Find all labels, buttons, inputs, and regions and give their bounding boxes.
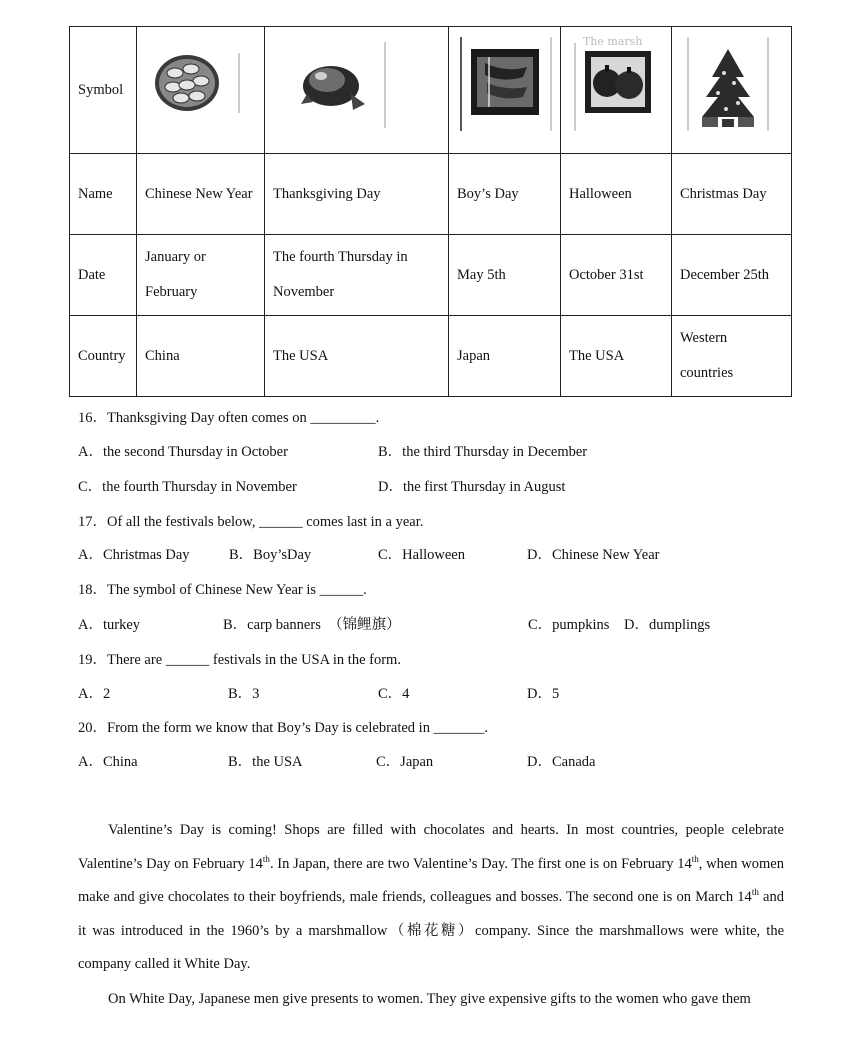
date-cell: January or February [137, 235, 265, 316]
option-17-a[interactable]: A．Christmas Day [78, 547, 190, 563]
symbol-row [70, 27, 792, 154]
option-19-c[interactable]: C．4 [378, 686, 410, 702]
country-cell: Western countries [672, 316, 792, 397]
question-18: 18．The symbol of Chinese New Year is ______. [78, 582, 367, 598]
date-cell: December 25th [672, 235, 792, 316]
row-header-date: Date [70, 235, 137, 316]
turkey-icon [287, 38, 427, 128]
row-header-symbol: Symbol [70, 27, 137, 154]
country-cell: The USA [265, 316, 449, 397]
question-20: 20．From the form we know that Boy’s Day is celebrated in _______. [78, 720, 488, 736]
option-18-a[interactable]: A．turkey [78, 617, 141, 633]
symbol-cell-christmas-tree [672, 27, 792, 154]
question-19: 19．There are ______ festivals in the USA in the form. [78, 652, 401, 668]
symbol-cell-carp-banner [449, 27, 561, 154]
option-20-c[interactable]: C．Japan [376, 754, 434, 770]
country-cell: China [137, 316, 265, 397]
date-cell: The fourth Thursday in November [265, 235, 449, 316]
option-16-a[interactable]: A．the second Thursday in October [78, 444, 288, 460]
question-16: 16．Thanksgiving Day often comes on _________. [78, 410, 380, 426]
option-20-d[interactable]: D．Canada [527, 754, 596, 770]
symbol-cell-pumpkins [561, 27, 672, 154]
option-17-d[interactable]: D．Chinese New Year [527, 547, 660, 563]
option-16-d[interactable]: D．the first Thursday in August [378, 479, 566, 495]
row-header-country: Country [70, 316, 137, 397]
option-20-b[interactable]: B．the USA [228, 754, 303, 770]
dumplings-icon [151, 43, 251, 123]
name-cell: Thanksgiving Day [265, 154, 449, 235]
name-cell: Chinese New Year [137, 154, 265, 235]
passage-paragraph-2: On White Day, Japanese men give presents to women. They give expensive gifts to the women who gave them [108, 991, 751, 1007]
option-16-b[interactable]: B．the third Thursday in December [378, 444, 588, 460]
country-row [70, 316, 792, 397]
svg-text:The marsh: The marsh [583, 35, 643, 48]
passage-paragraph-1: Valentine’s Day is coming! Shops are filled with chocolates and hearts. In most countries, people celebrate Valentine’s Day on February 14th. In Japan, there are two Valentine’s Day. The first one is on February 14th, when women make and give chocolates to their boyfriends, male friends, colleagues and bosses. The second one is on March 14th and it was introduced in the 1960’s by a marshmallow（棉花糖）company. Since the marshmallows were white, the company called it White Day. [78, 822, 784, 972]
symbol-cell-dumplings [137, 27, 265, 154]
date-row [70, 235, 792, 316]
row-header-name: Name [70, 154, 137, 235]
name-row [70, 154, 792, 235]
country-cell: The USA [561, 316, 672, 397]
pumpkins-icon [569, 33, 669, 133]
festival-table [69, 26, 792, 397]
option-19-b[interactable]: B．3 [228, 686, 260, 702]
option-19-a[interactable]: A．2 [78, 686, 111, 702]
date-cell: October 31st [561, 235, 672, 316]
option-20-a[interactable]: A．China [78, 754, 138, 770]
option-17-c[interactable]: C．Halloween [378, 547, 465, 563]
country-cell: Japan [449, 316, 561, 397]
option-17-b[interactable]: B．Boy’sDay [229, 547, 312, 563]
name-cell: Boy’s Day [449, 154, 561, 235]
option-18-b[interactable]: B．carp banners （锦鲤旗） [223, 617, 401, 633]
question-17: 17．Of all the festivals below, ______ comes last in a year. [78, 514, 424, 530]
carp-banner-icon [457, 33, 557, 133]
symbol-cell-turkey [265, 27, 449, 154]
name-cell: Halloween [561, 154, 672, 235]
name-cell: Christmas Day [672, 154, 792, 235]
option-16-c[interactable]: C．the fourth Thursday in November [78, 479, 297, 495]
option-19-d[interactable]: D．5 [527, 686, 560, 702]
option-18-d[interactable]: D．dumplings [624, 617, 711, 633]
option-18-c[interactable]: C．pumpkins [528, 617, 610, 633]
christmas-tree-icon [682, 33, 782, 133]
date-cell: May 5th [449, 235, 561, 316]
